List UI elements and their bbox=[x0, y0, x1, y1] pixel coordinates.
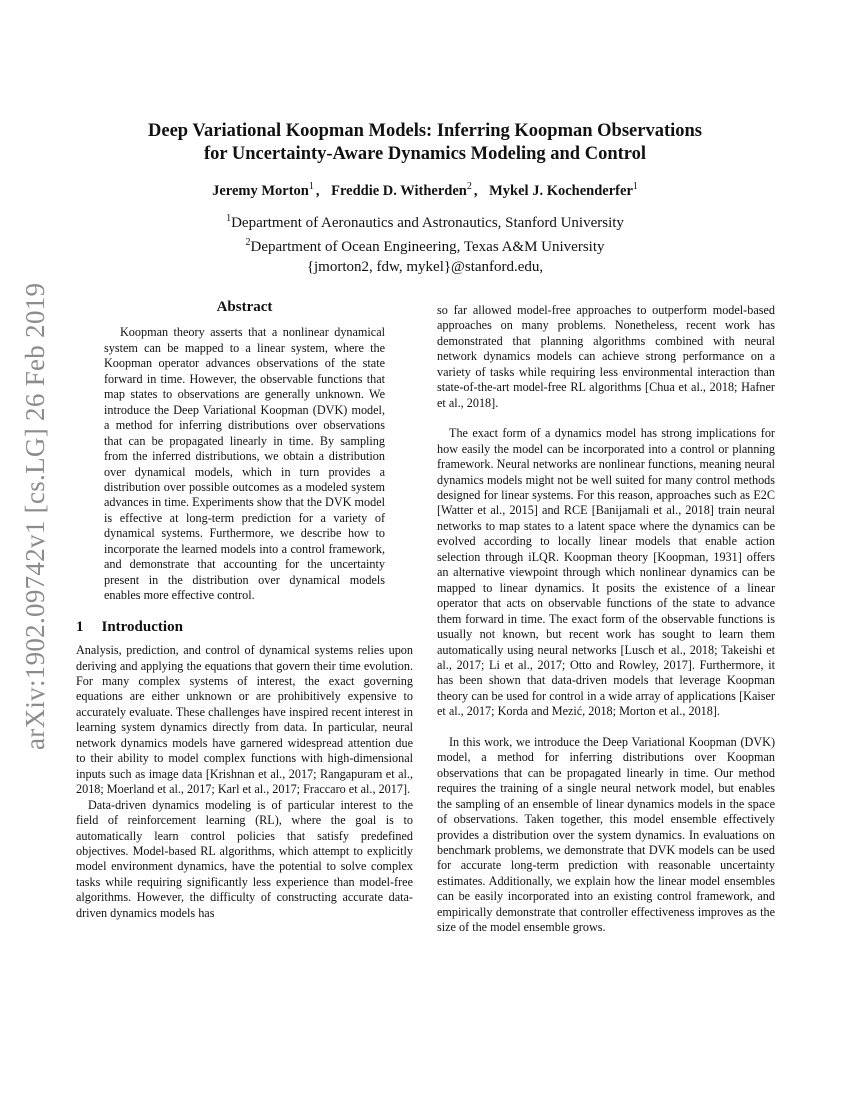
author-affil-mark: 1 bbox=[632, 181, 638, 192]
left-column bbox=[76, 290, 413, 921]
body-paragraph-1: so far allowed model-free approaches to outperform model-based approaches on many problems. Nonetheless, recent work has demonstrated that planning algorithms combined with neural network dynamics models can achieve strong performance on a variety of tasks while requiring less environmental interaction than state-of-the-art model-free RL algorithms [Chua et al., 2018; Hafner et al., 2018]. bbox=[437, 303, 775, 410]
affiliation-2: $^2$Department of Ocean Engineering, Texas A&M University bbox=[245, 237, 605, 255]
section-number: 1 bbox=[76, 618, 84, 635]
abstract-heading: Abstract bbox=[216, 299, 273, 315]
paper-title bbox=[70, 120, 780, 166]
author-name: Mykel J. Kochenderfer bbox=[489, 182, 633, 199]
title-line-2: for Uncertainty-Aware Dynamics Modeling and Control bbox=[203, 144, 647, 164]
body-paragraph-3: In this work, we introduce the Deep Variational Koopman (DVK) model, a method for inferring distributions over Koopman observations that can be propagated linearly in time. Our method requires the training of a single neural network model, but enables the sampling of an ensemble of linear dynamics models in the space of observations. Taken together, this model ensemble effectively provides a distribution over the system dynamics. In evaluations on benchmark problems, we demonstrate that DVK models can be used for accurate long-term prediction with reasonable uncertainty estimates. Additionally, we explain how the linear model ensembles can be easily incorporated into an existing control framework, and empirically demonstrate that controller effectiveness improves as the size of the model ensemble grows. bbox=[437, 734, 775, 935]
right-column bbox=[437, 303, 775, 936]
section-title: Introduction bbox=[101, 618, 183, 635]
section-heading bbox=[76, 620, 413, 635]
author-affil-mark: 1 bbox=[308, 181, 314, 192]
abstract-text: Koopman theory asserts that a nonlinear dynamical system can be mapped to a linear system, where the Koopman operator advances observations of the state forward in time. However, the observable functions that map states to observations are generally unknown. We introduce the Deep Variational Koopman (DVK) model, a method for inferring distributions over observations that can be propagated linearly in time. By sampling from the inferred distributions, we obtain a distribution over dynamical models, which in turn provides a distribution over possible outcomes as a modeled system advances in time. Experiments show that the DVK model is effective at long-term prediction for a variety of dynamical systems. Furthermore, we describe how to incorporate the learned models into a control framework, and demonstrate that accounting for the uncertainty present in the distribution over dynamical models enables more effective control. bbox=[104, 325, 385, 603]
author-name: Freddie D. Witherden bbox=[331, 182, 467, 199]
title-line-1: Deep Variational Koopman Models: Inferring Koopman Observations bbox=[148, 121, 702, 141]
intro-paragraph-1: Analysis, prediction, and control of dynamical systems relies upon deriving and applying the equations that govern their time evolution. For many complex systems of interest, the exact governing equations are either unknown or are prohibitively expensive to accurately evaluate. These challenges have inspired recent interest in learning system dynamics directly from data. In particular, neural network dynamics models have garnered widespread attention due to their ability to model complex functions with high-dimensional inputs such as image data [Krishnan et al., 2017; Rangapuram et al., 2018; Moerland et al., 2017; Karl et al., 2017; Fraccaro et al., 2017]. bbox=[76, 643, 413, 797]
author-emails: {jmorton2, fdw, mykel}@stanford.edu, bbox=[306, 259, 544, 275]
body-paragraph-2: The exact form of a dynamics model has strong implications for how easily the model can be incorporated into a control or planning framework. Neural networks are nonlinear functions, meaning neural dynamics models might not be well suited for many control methods designed for linear systems. For this reason, approaches such as E2C [Watter et al., 2015] and RCE [Banijamali et al., 2018] train neural networks to map states to a latent space where the dynamics can be evolved according to locally linear models that enable action selection through iLQR. Koopman theory [Koopman, 1931] offers an alternative viewpoint through which nonlinear dynamics can be mapped to linear dynamics. It posits the existence of a linear operator that acts on observable functions of the state to advance them forward in time. The exact form of the observable functions is usually not known, but recent work has sought to learn them automatically using neural networks [Lusch et al., 2018; Takeishi et al., 2017; Li et al., 2017; Otto and Rowley, 2017]. Furthermore, it has been shown that data-driven models that leverage Koopman theory can be used for control in a wide array of applications [Kaiser et al., 2017; Korda and Mezić, 2018; Morton et al., 2018]. bbox=[437, 426, 775, 719]
intro-paragraph-2: Data-driven dynamics modeling is of particular interest to the field of reinforcement learning (RL), where the goal is to automatically learn control policies that satisfy predefined objectives. Model-based RL algorithms, which attempt to explicitly model environment dynamics, have the potential to solve complex tasks while requiring significantly less experience than model-free algorithms. However, the difficulty of constructing accurate data-driven dynamics models has bbox=[76, 797, 413, 920]
affiliations bbox=[70, 209, 780, 277]
author-name: Jeremy Morton bbox=[212, 182, 309, 199]
author-list: Jeremy Morton$^1$ , Freddie D. Witherden$^2$ , Mykel J. Kochenderfer$^1$ bbox=[212, 181, 638, 199]
affiliation-1: $^1$Department of Aeronautics and Astronautics, Stanford University bbox=[226, 213, 624, 231]
author-affil-mark: 2 bbox=[466, 181, 472, 192]
arxiv-stamp: arXiv:1902.09742v1 [cs.LG] 26 Feb 2019 bbox=[20, 282, 50, 750]
